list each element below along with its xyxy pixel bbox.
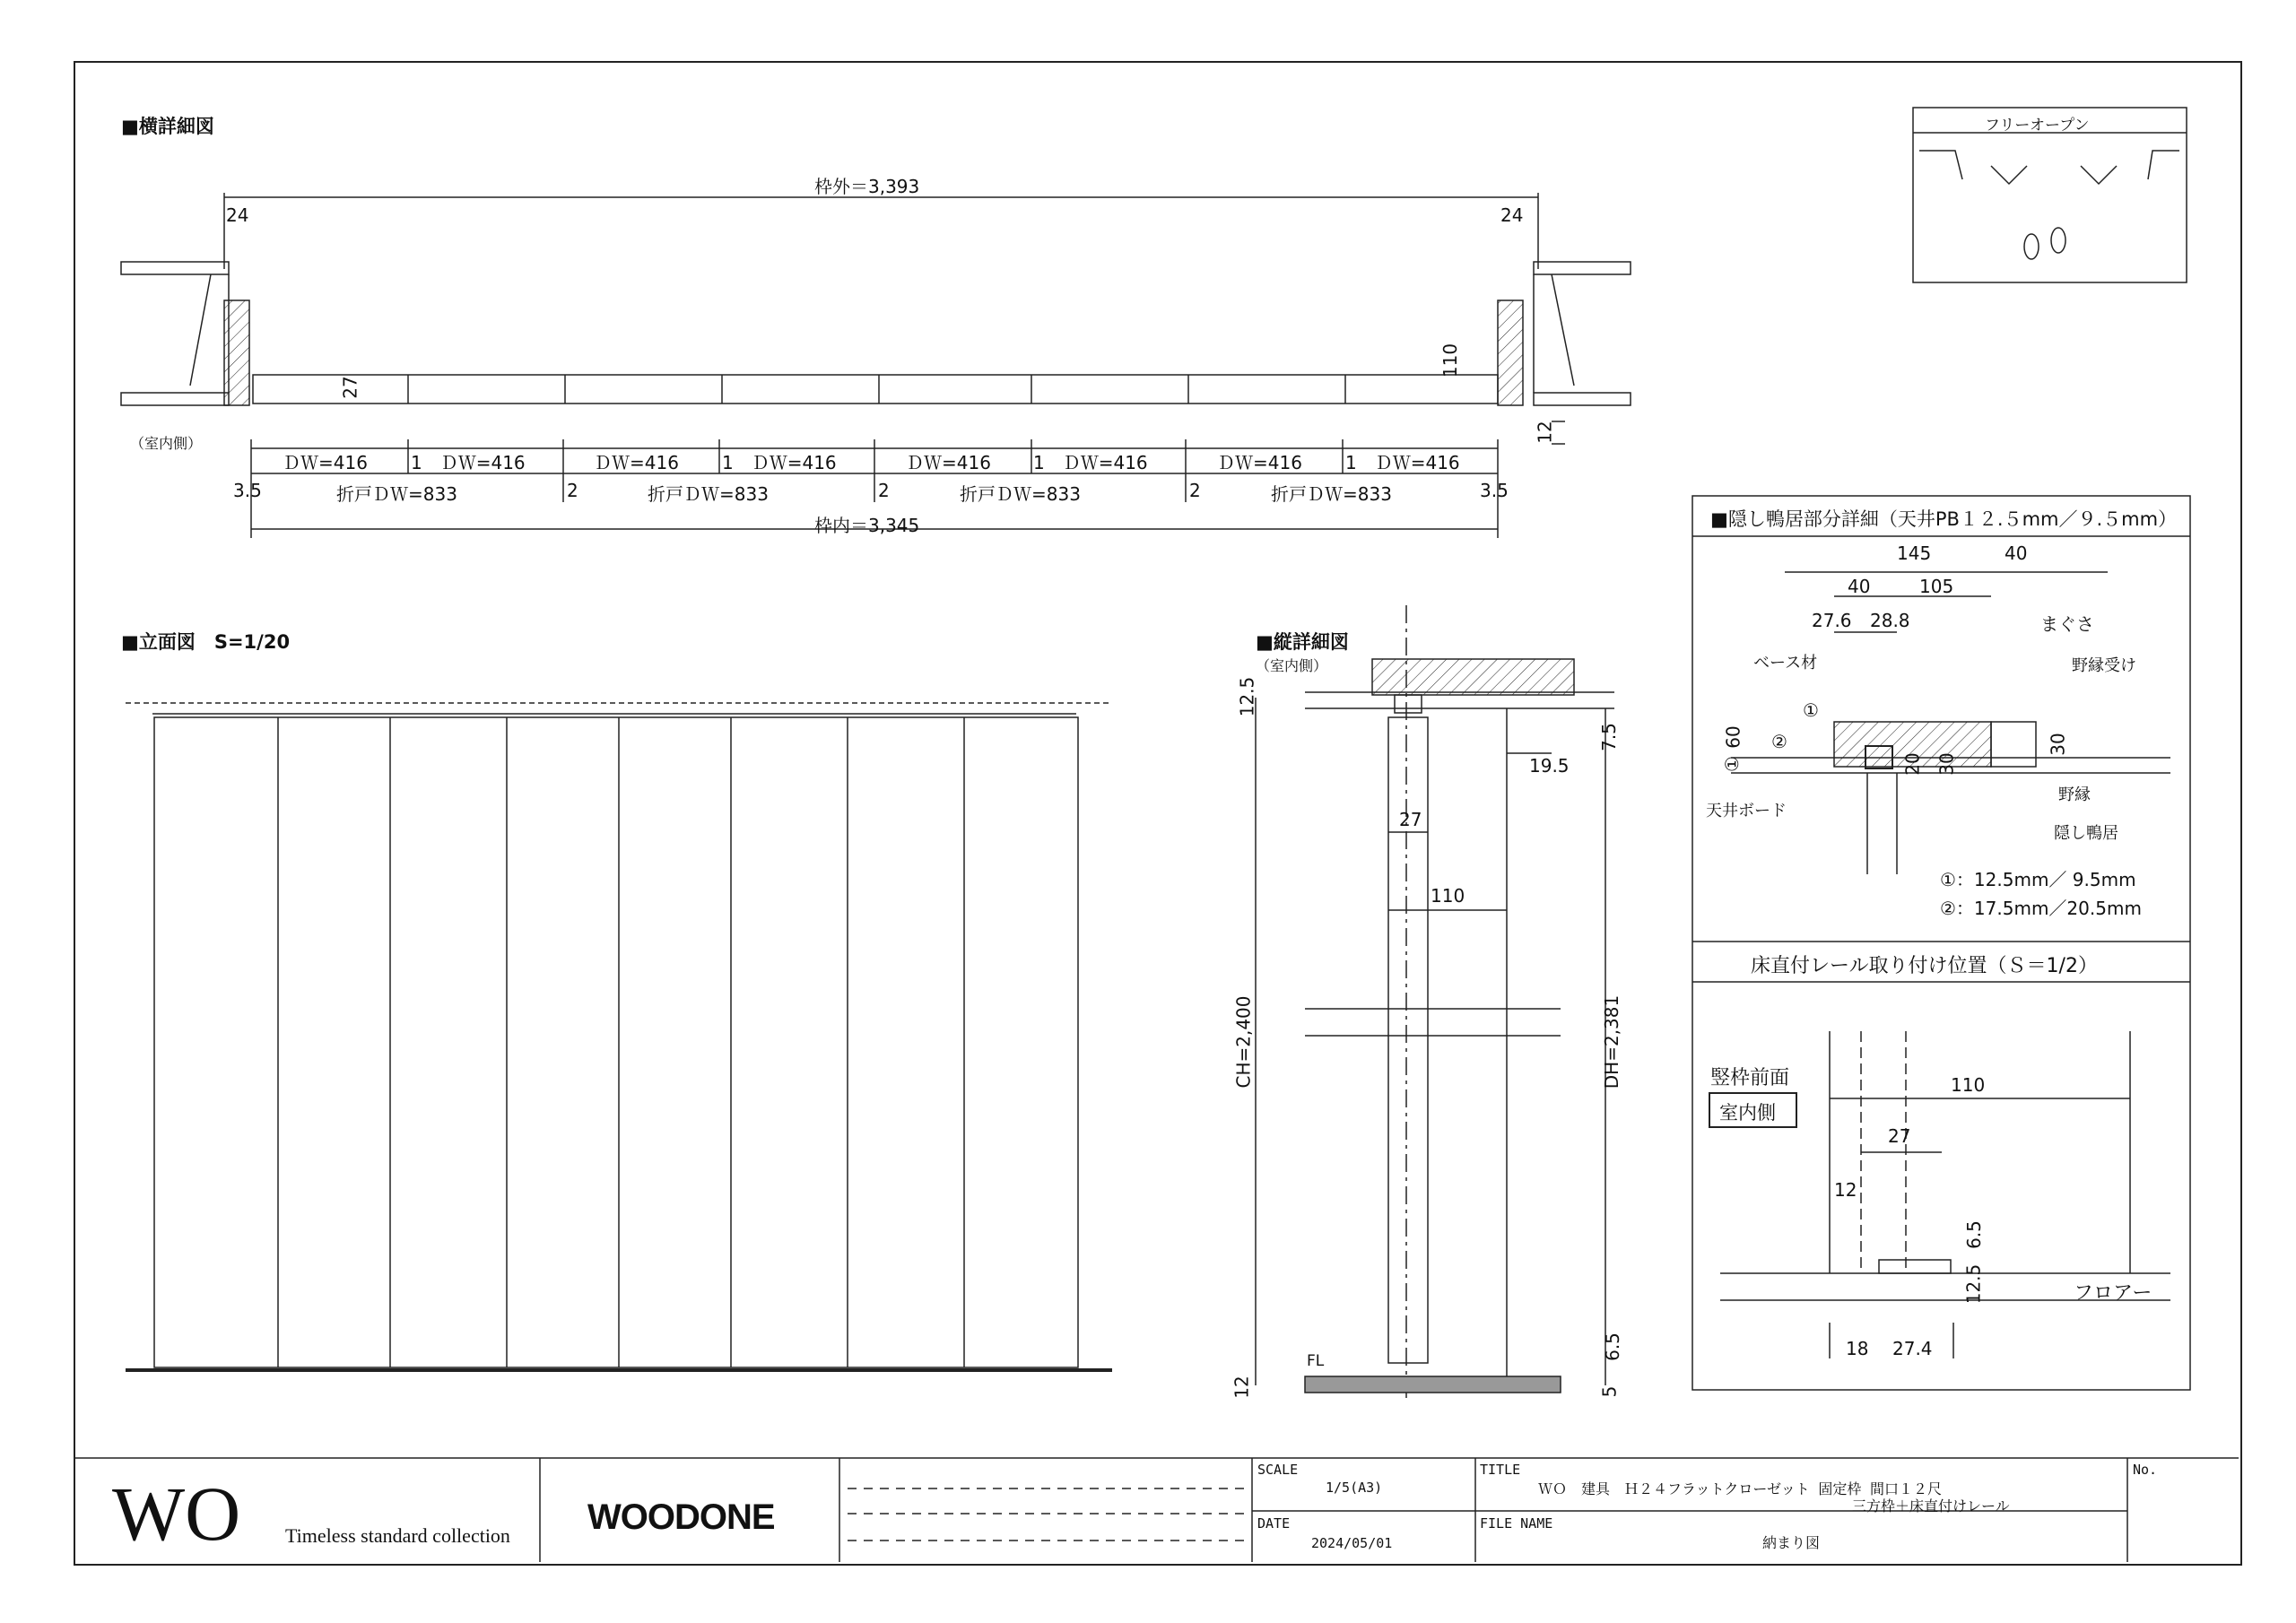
c-board: 天井ボード [1706,802,1787,820]
f-room: 室内側 [1719,1102,1776,1124]
floor-rail-heading: 床直付レール取り付け位置（Ｓ＝1/2） [1751,955,2098,977]
vertical-room-side: （室内側） [1256,657,1328,674]
c-circle1b: ① [1720,756,1743,772]
plan-outer-dim: 枠外＝3,393 [814,176,920,197]
plan-left-24: 24 [226,204,249,226]
free-open-symbols [1919,151,2179,259]
c-30a: 30 [1935,752,1958,776]
wo-tagline: Timeless standard collection [285,1524,510,1547]
plan-heading: ■横詳細図 [121,116,214,137]
c-noburi-uke: 野縁受け [2072,656,2136,675]
v-19-5: 19.5 [1529,755,1570,777]
plan-room-side: （室内側） [130,435,203,452]
dw-leaf-7: ＤＷ=416 [1217,452,1302,473]
ceiling-heading: ■隠し鴨居部分詳細（天井PB１２.５mm／９.５mm） [1710,508,2178,530]
plan-right-24: 24 [1500,204,1524,226]
scale-label: SCALE [1257,1462,1299,1478]
elevation-view [126,703,1112,1370]
gap-2: 2 [567,480,578,501]
file-label: FILE NAME [1480,1515,1553,1532]
c-27-6: 27.6 [1812,610,1852,631]
c-20: 20 [1901,752,1924,776]
dw-fold-1: 折戸ＤＷ=833 [336,483,457,505]
vertical-heading: ■縦詳細図 [1256,631,1349,653]
vertical-view [1256,605,1614,1399]
elevation-heading: ■立面図 S=1/20 [121,631,291,653]
v-ch: CH=2,400 [1232,995,1255,1089]
f-27-4: 27.4 [1892,1338,1933,1359]
dw-fold-4: 折戸ＤＷ=833 [1271,483,1392,505]
f-12: 12 [1834,1179,1857,1201]
c-40a: 40 [1848,576,1871,597]
c-40b: 40 [2005,542,2028,564]
dw-fold-3: 折戸ＤＷ=833 [960,483,1081,505]
c-circle2: ② [1771,731,1787,752]
f-floor: フロアー [2074,1282,2152,1305]
v-27: 27 [1399,809,1422,830]
c-base: ベース材 [1753,654,1818,673]
title-line2: 三方枠＋床直付けレール [1852,1497,2010,1515]
v-5: 5 [1598,1385,1621,1398]
woodone-logo: WOODONE [587,1497,775,1537]
title-label: TITLE [1480,1462,1521,1478]
f-27: 27 [1888,1125,1911,1147]
plan-inner-dim: 枠内＝3,345 [814,515,920,536]
v-6-5: 6.5 [1601,1332,1623,1361]
v-7-5: 7.5 [1597,723,1620,751]
f-front: 竪枠前面 [1710,1067,1790,1089]
plan-dim-27: 27 [339,376,361,399]
dw-leaf-8: 1 ＤＷ=416 [1345,452,1460,473]
dw-leaf-2: 1 ＤＷ=416 [411,452,526,473]
v-110: 110 [1431,885,1465,907]
v-dh: DH=2,381 [1601,994,1623,1089]
gap-1: 3.5 [233,480,262,501]
c-145: 145 [1897,542,1932,564]
gap-4: 2 [1189,480,1201,501]
plan-dim-110: 110 [1439,343,1462,378]
dw-fold-2: 折戸ＤＷ=833 [648,483,769,505]
c-note2: ②：17.5mm／20.5mm [1940,898,2142,919]
c-28-8: 28.8 [1870,610,1910,631]
f-6-5: 6.5 [1962,1220,1985,1249]
f-18: 18 [1846,1338,1869,1359]
c-note1: ①：12.5mm／ 9.5mm [1940,869,2136,890]
c-kamoi: 隠し鴨居 [2054,824,2118,843]
date-value: 2024/05/01 [1311,1535,1393,1551]
f-12-5: 12.5 [1962,1263,1985,1305]
plan-dim-12: 12 [1534,421,1556,444]
plan-door-leaves [253,375,1498,404]
v-12: 12 [1231,1376,1253,1399]
v-12-5: 12.5 [1236,676,1258,717]
scale-value: 1/5(A3) [1326,1480,1383,1496]
dw-leaf-5: ＤＷ=416 [906,452,991,473]
c-magusa: まぐさ [2040,613,2094,635]
v-fl: FL [1307,1352,1325,1370]
c-105: 105 [1919,576,1954,597]
wo-logo: WO [112,1471,241,1557]
gap-5: 3.5 [1480,480,1509,501]
c-60: 60 [1722,725,1744,749]
dw-leaf-1: ＤＷ=416 [283,452,368,473]
dw-leaf-4: 1 ＤＷ=416 [722,452,837,473]
title-line1: ＷＯ 建具 Ｈ２４フラットクローゼット 固定枠 間口１２尺 [1538,1480,1942,1497]
no-label: No. [2133,1462,2158,1478]
date-label: DATE [1257,1515,1291,1532]
c-30b: 30 [2047,733,2069,756]
f-110: 110 [1951,1074,1986,1096]
dw-leaf-6: 1 ＤＷ=416 [1033,452,1148,473]
gap-3: 2 [878,480,890,501]
free-open-label: フリーオープン [1985,117,2090,135]
file-value: 納まり図 [1762,1534,1821,1551]
c-circle1: ① [1803,699,1819,721]
dw-leaf-3: ＤＷ=416 [594,452,679,473]
c-noburi: 野縁 [2058,785,2091,804]
